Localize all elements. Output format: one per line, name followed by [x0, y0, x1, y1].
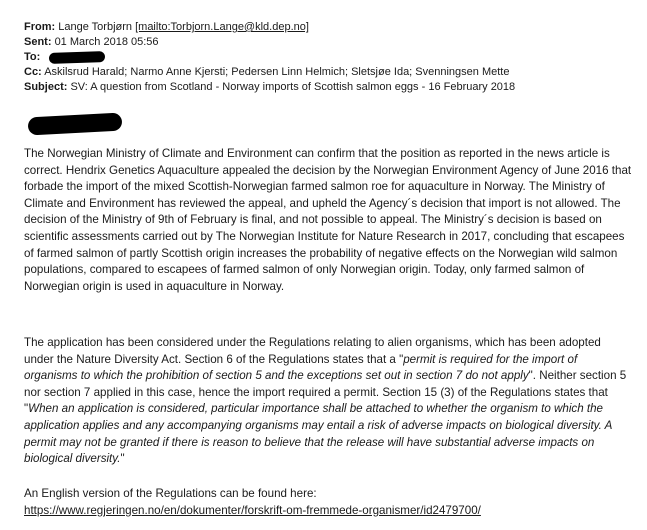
regulation-quote-section-15: When an application is considered, particular importance shall be attached to whether the organism to which the application applies and any accompanying organisms may entail a risk of adverse impacts on biological diversity. A permit may not be granted if there is reason to believe that the release will have substantial adverse impacts on biological diversity.	[24, 402, 612, 466]
redacted-recipient	[49, 51, 105, 64]
redacted-salutation	[28, 113, 123, 136]
paragraph-2-text	[24, 335, 632, 468]
from-row	[24, 20, 515, 35]
subject-value: SV: A question from Scotland - Norway imports of Scottish salmon eggs - 16 February 2018	[70, 81, 516, 93]
sent-label: Sent:	[24, 36, 52, 48]
subject-row	[24, 80, 515, 95]
cc-label: Cc:	[24, 66, 42, 78]
regulations-link[interactable]: https://www.regjeringen.no/en/dokumenter/forskrift-om-fremmede-organismer/id2479700/	[24, 503, 481, 517]
to-label: To:	[24, 51, 41, 63]
paragraph-1-text: The Norwegian Ministry of Climate and Environment can confirm that the position as reported in the news article is correct. Hendrix Genetics Aquaculture appealed the decision by the Norwegian Environment Agency of June 2016 that forbade the import of the mixed Scottish-Norwegian farmed salmon roe for aquaculture in Norway. The Ministry of Climate and Environment has reviewed the appeal, and upheld the Agency´s decision that import is not allowed. The decision of the Ministry of 9th of February is final, and not possible to appeal. The Ministry´s decision is based on scientific assessments carried out by The Norwegian Institute for Nature Research in 2017, concluding that escapees of farmed salmon of partly Scottish origin increases the probability of negative effects on the Norwegian wild salmon populations, compared to escapees of farmed salmon of only Norwegian origin. Today, only farmed salmon of Norwegian origin is used in aquaculture in Norway.	[24, 147, 632, 293]
sent-row	[24, 35, 515, 50]
email-header	[24, 20, 515, 95]
from-name: Lange Torbjørn	[58, 21, 133, 33]
cc-row	[24, 65, 515, 80]
cc-value: Askilsrud Harald; Narmo Anne Kjersti; Pedersen Linn Helmich; Sletsjøe Ida; Svenningsen Mette	[44, 66, 510, 78]
body-paragraph-3	[24, 486, 632, 519]
body-paragraph-2	[24, 335, 632, 468]
from-label: From:	[24, 21, 56, 33]
to-row	[24, 50, 515, 65]
regulation-quote-section-6: permit is required for the import of organisms to which the prohibition of section 5 and the exceptions set out in section 7 do not apply	[24, 352, 578, 383]
paragraph-2-part-1: The application has been considered under the Regulations relating to alien organisms, which has been adopted under the Nature Diversity Act. Section 6 of the Regulations states that a "	[24, 336, 601, 366]
paragraph-2-part-2: ". Neither section 5 nor section 7 applied in this case, hence the import required a permit. Section 15 (3) of the Regulations states that "	[24, 369, 627, 416]
from-mailto-link[interactable]: [mailto:Torbjorn.Lange@kld.dep.no]	[135, 21, 309, 33]
paragraph-2-part-3: "	[120, 452, 125, 466]
sent-value: 01 March 2018 05:56	[54, 36, 159, 48]
paragraph-3-intro: An English version of the Regulations can be found here:	[24, 487, 317, 500]
body-paragraph-1	[24, 146, 632, 295]
subject-label: Subject:	[24, 81, 68, 93]
